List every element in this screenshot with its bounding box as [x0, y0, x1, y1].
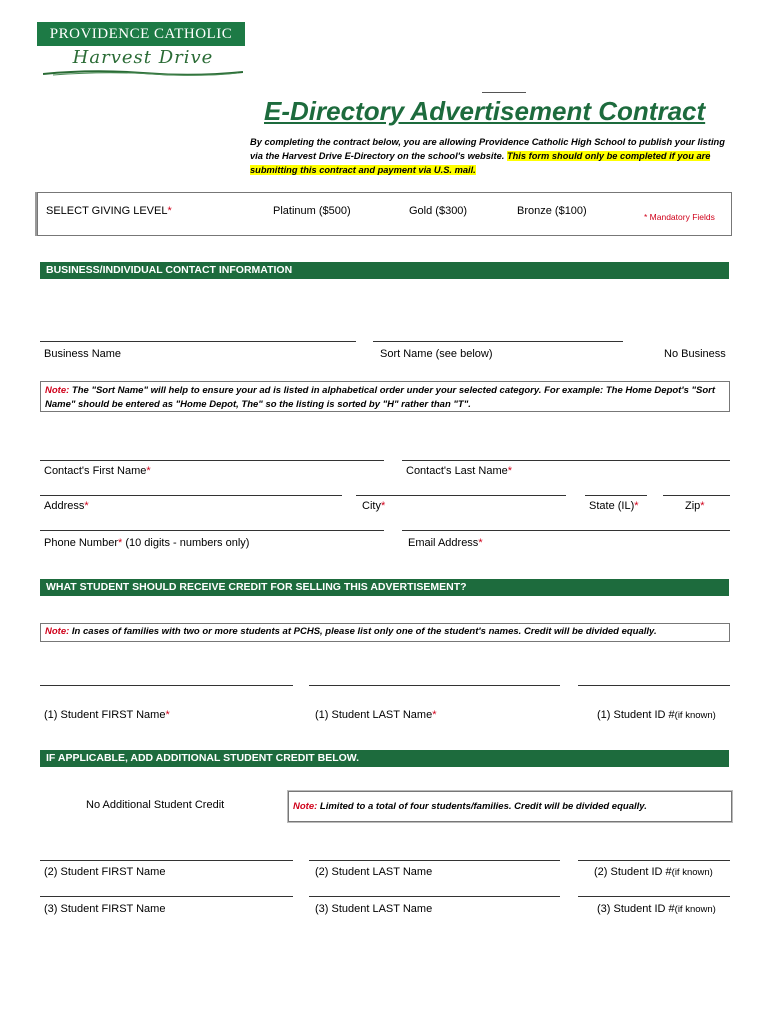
address-field[interactable]: [44, 500, 89, 512]
intro-text: [250, 135, 732, 177]
note-text: Limited to a total of four students/families. Credit will be divided equally.: [319, 801, 647, 812]
note-text: The "Sort Name" will help to ensure your ad is listed in alphabetical order under your selected category. For example: The Home Depot's "Sort Name" should be entered as "Home Depot, The" so the listing is sorted by "H" rather than "T".: [45, 385, 716, 410]
email-line: [402, 530, 730, 531]
student2-last-line: [309, 860, 560, 861]
option-bronze[interactable]: Bronze ($100): [517, 205, 587, 217]
first-name-label: Contact's First Name: [44, 465, 147, 477]
state-label: State (IL): [589, 500, 635, 512]
student1-id-label: (1) Student ID #: [597, 709, 675, 721]
grass-icon: [43, 68, 243, 76]
required-mark: *: [84, 500, 89, 512]
required-mark: *: [146, 465, 151, 477]
student2-first-line: [40, 860, 293, 861]
address-label: Address: [44, 500, 85, 512]
option-gold[interactable]: Gold ($300): [409, 205, 468, 217]
required-mark: *: [507, 465, 513, 477]
intro-highlight: This form should only be completed if you are submitting this contract and payment via U.S. mail.: [250, 151, 711, 175]
state-field[interactable]: [589, 500, 639, 512]
contact-first-name-field[interactable]: [44, 465, 151, 477]
phone-line: [40, 530, 384, 531]
required-mark: *: [634, 500, 639, 512]
student3-id-hint: (if known): [674, 904, 716, 915]
student1-last-field[interactable]: [315, 709, 436, 721]
student2-id-label: (2) Student ID #: [594, 866, 672, 878]
student3-id-line: [578, 896, 730, 897]
required-mark: *: [432, 709, 437, 721]
student2-id-field[interactable]: [594, 866, 713, 878]
student3-first-field[interactable]: (3) Student FIRST Name: [44, 903, 166, 915]
email-field[interactable]: [408, 537, 483, 549]
required-mark: *: [478, 537, 483, 549]
contact-last-name-field[interactable]: [406, 465, 512, 477]
logo: [37, 22, 245, 77]
city-label: City: [362, 500, 381, 512]
giving-level-text: SELECT GIVING LEVEL: [46, 205, 168, 217]
student3-last-field[interactable]: (3) Student LAST Name: [315, 903, 433, 915]
last-name-label: Contact's Last Name: [406, 465, 508, 477]
student1-last-line: [309, 685, 560, 686]
required-mark: *: [118, 537, 123, 549]
student3-first-line: [40, 896, 293, 897]
student2-id-line: [578, 860, 730, 861]
logo-top-text: PROVIDENCE CATHOLIC: [37, 22, 245, 46]
sort-name-line: [373, 341, 623, 342]
required-mark: *: [380, 500, 386, 512]
student1-first-field[interactable]: [44, 709, 170, 721]
student1-id-line: [578, 685, 730, 686]
note-label: Note:: [45, 626, 70, 637]
sort-name-field[interactable]: Sort Name (see below): [380, 348, 493, 360]
required-mark: *: [167, 205, 172, 217]
zip-field[interactable]: [685, 500, 705, 512]
student-note: [40, 623, 730, 642]
title-accent-line: [482, 92, 526, 93]
section-contact-header: BUSINESS/INDIVIDUAL CONTACT INFORMATION: [40, 262, 729, 279]
page-title: E-Directory Advertisement Contract: [264, 96, 706, 126]
student1-id-field[interactable]: [597, 709, 716, 721]
required-mark: *: [165, 709, 170, 721]
student1-first-label: (1) Student FIRST Name: [44, 709, 166, 721]
zip-label: Zip: [685, 500, 701, 512]
intro-plain: By completing the contract below, you are allowing Providence Catholic High School to publish your listing via the Harvest Drive E-Directory on the school's website.: [250, 137, 725, 161]
option-platinum[interactable]: Platinum ($500): [273, 205, 351, 217]
mandatory-fields-note: * Mandatory Fields: [644, 212, 715, 222]
student1-last-label: (1) Student LAST Name: [315, 709, 433, 721]
state-line: [585, 495, 647, 496]
student3-id-field[interactable]: [597, 903, 716, 915]
required-mark: *: [700, 500, 705, 512]
email-label: Email Address: [408, 537, 479, 549]
student2-first-field[interactable]: (2) Student FIRST Name: [44, 866, 166, 878]
student1-id-hint: (if known): [674, 710, 716, 721]
sort-name-note: [40, 381, 730, 412]
section-student-header: WHAT STUDENT SHOULD RECEIVE CREDIT FOR SELLING THIS ADVERTISEMENT?: [40, 579, 729, 596]
business-name-line: [40, 341, 356, 342]
zip-line: [663, 495, 730, 496]
no-business-checkbox[interactable]: No Business: [664, 348, 726, 360]
city-field[interactable]: [362, 500, 385, 512]
giving-level-label: [46, 205, 172, 217]
note-text: In cases of families with two or more students at PCHS, please list only one of the student's names. Credit will be divided equally.: [71, 626, 657, 637]
phone-hint: (10 digits - numbers only): [125, 537, 250, 549]
phone-label: Phone Number: [44, 537, 118, 549]
student3-id-label: (3) Student ID #: [597, 903, 675, 915]
student1-first-line: [40, 685, 293, 686]
additional-note: [288, 791, 732, 822]
student2-id-hint: (if known): [671, 867, 713, 878]
note-label: Note:: [293, 801, 318, 812]
first-name-line: [40, 460, 384, 461]
no-additional-checkbox[interactable]: No Additional Student Credit: [86, 799, 225, 811]
section-additional-header: IF APPLICABLE, ADD ADDITIONAL STUDENT CREDIT BELOW.: [40, 750, 729, 767]
city-line: [356, 495, 566, 496]
logo-script-text: Harvest Drive: [72, 47, 214, 68]
student3-last-line: [309, 896, 560, 897]
last-name-line: [402, 460, 730, 461]
student2-last-field[interactable]: (2) Student LAST Name: [315, 866, 433, 878]
address-line: [40, 495, 342, 496]
note-label: Note:: [45, 385, 70, 396]
phone-field[interactable]: [44, 537, 249, 549]
business-name-field[interactable]: Business Name: [44, 348, 122, 360]
